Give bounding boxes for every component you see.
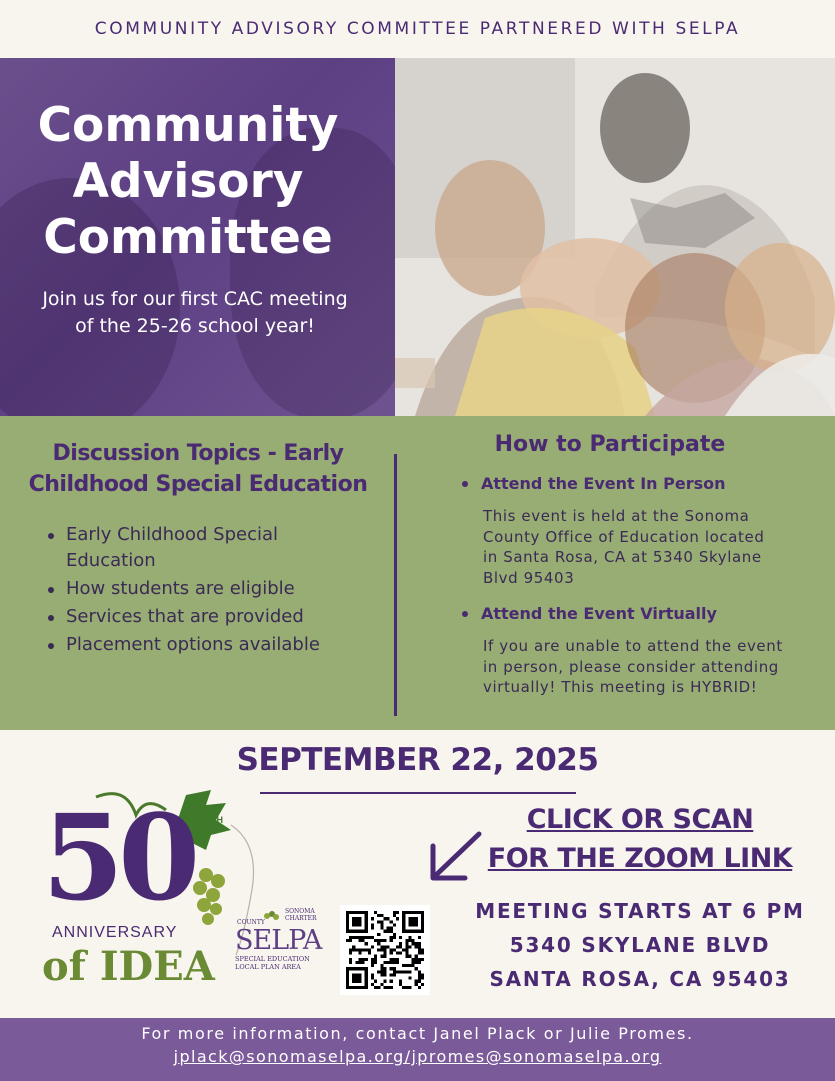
selpa-subtitle: SPECIAL EDUCATION LOCAL PLAN AREA — [235, 955, 310, 971]
hero-title-line: Community — [37, 98, 339, 153]
selpa-top-text: SONOMA CHARTER — [285, 908, 317, 922]
hero-title — [0, 98, 376, 266]
contact-email-link[interactable]: jplack@sonomaselpa.org/jpromes@sonomaselpa.org — [173, 1047, 662, 1066]
participate-option-virtual — [462, 604, 717, 623]
list-item: Placement options available — [46, 632, 366, 658]
top-banner — [0, 0, 835, 58]
zoom-link-cta-line2[interactable]: FOR THE ZOOM LINK — [487, 843, 793, 874]
meeting-street: 5340 SKYLANE BLVD — [509, 933, 771, 957]
selpa-name: SELPA — [235, 925, 322, 956]
option-description: This event is held at the Sonoma County Office of Education located in Santa Rosa, CA at 5340 Skylane Blvd 95403 — [483, 507, 765, 587]
hero-photo — [395, 58, 835, 416]
date-underline — [260, 792, 576, 794]
anniversary-suffix: TH — [211, 815, 223, 825]
zoom-qr-code[interactable] — [340, 905, 430, 995]
list-item: Early Childhood Special Education — [46, 522, 366, 574]
hero-section — [0, 58, 835, 416]
meeting-city: SANTA ROSA, CA 95403 — [489, 967, 791, 991]
hero-title-line: Committee — [43, 210, 333, 265]
anniversary-number: 50 — [42, 788, 195, 927]
bullet-icon — [462, 611, 468, 617]
option-label: Attend the Event Virtually — [481, 604, 717, 623]
bullet-icon — [462, 481, 468, 487]
hero-subtitle: Join us for our first CAC meeting of the 25-26 school year! — [42, 288, 348, 337]
anniversary-of-idea: of IDEA — [42, 943, 215, 990]
topics-title: Discussion Topics - Early Childhood Special Education — [28, 441, 368, 497]
info-band — [0, 416, 835, 730]
participate-option-in-person — [462, 474, 726, 493]
option-label: Attend the Event In Person — [481, 474, 726, 493]
qr-code-icon — [346, 911, 424, 989]
tagline: COMMUNITY ADVISORY COMMITTEE PARTNERED WITH SELPA — [94, 19, 741, 39]
hero-title-line: Advisory — [72, 154, 304, 209]
meeting-time: MEETING STARTS AT 6 PM — [475, 899, 805, 923]
zoom-link-cta-line1[interactable]: CLICK OR SCAN — [526, 804, 754, 835]
group-high-five-photo — [395, 58, 835, 416]
sonoma-county-selpa-logo — [235, 905, 325, 975]
event-date: SEPTEMBER 22, 2025 — [236, 742, 599, 778]
participate-title: How to Participate — [494, 432, 726, 457]
footer — [0, 1018, 835, 1081]
column-divider — [394, 454, 397, 716]
hero-title-panel — [0, 58, 395, 416]
list-item: How students are eligible — [46, 576, 366, 602]
selpa-county-text: COUNTY — [237, 919, 265, 926]
contact-info: For more information, contact Janel Plack or Julie Promes. — [141, 1024, 694, 1043]
list-item: Services that are provided — [46, 604, 366, 630]
option-description: If you are unable to attend the event in person, please consider attending virtually! This meeting is HYBRID! — [483, 637, 783, 696]
anniversary-word: ANNIVERSARY — [52, 924, 178, 941]
idea-50th-anniversary-logo — [36, 785, 256, 995]
topics-list — [46, 522, 366, 660]
